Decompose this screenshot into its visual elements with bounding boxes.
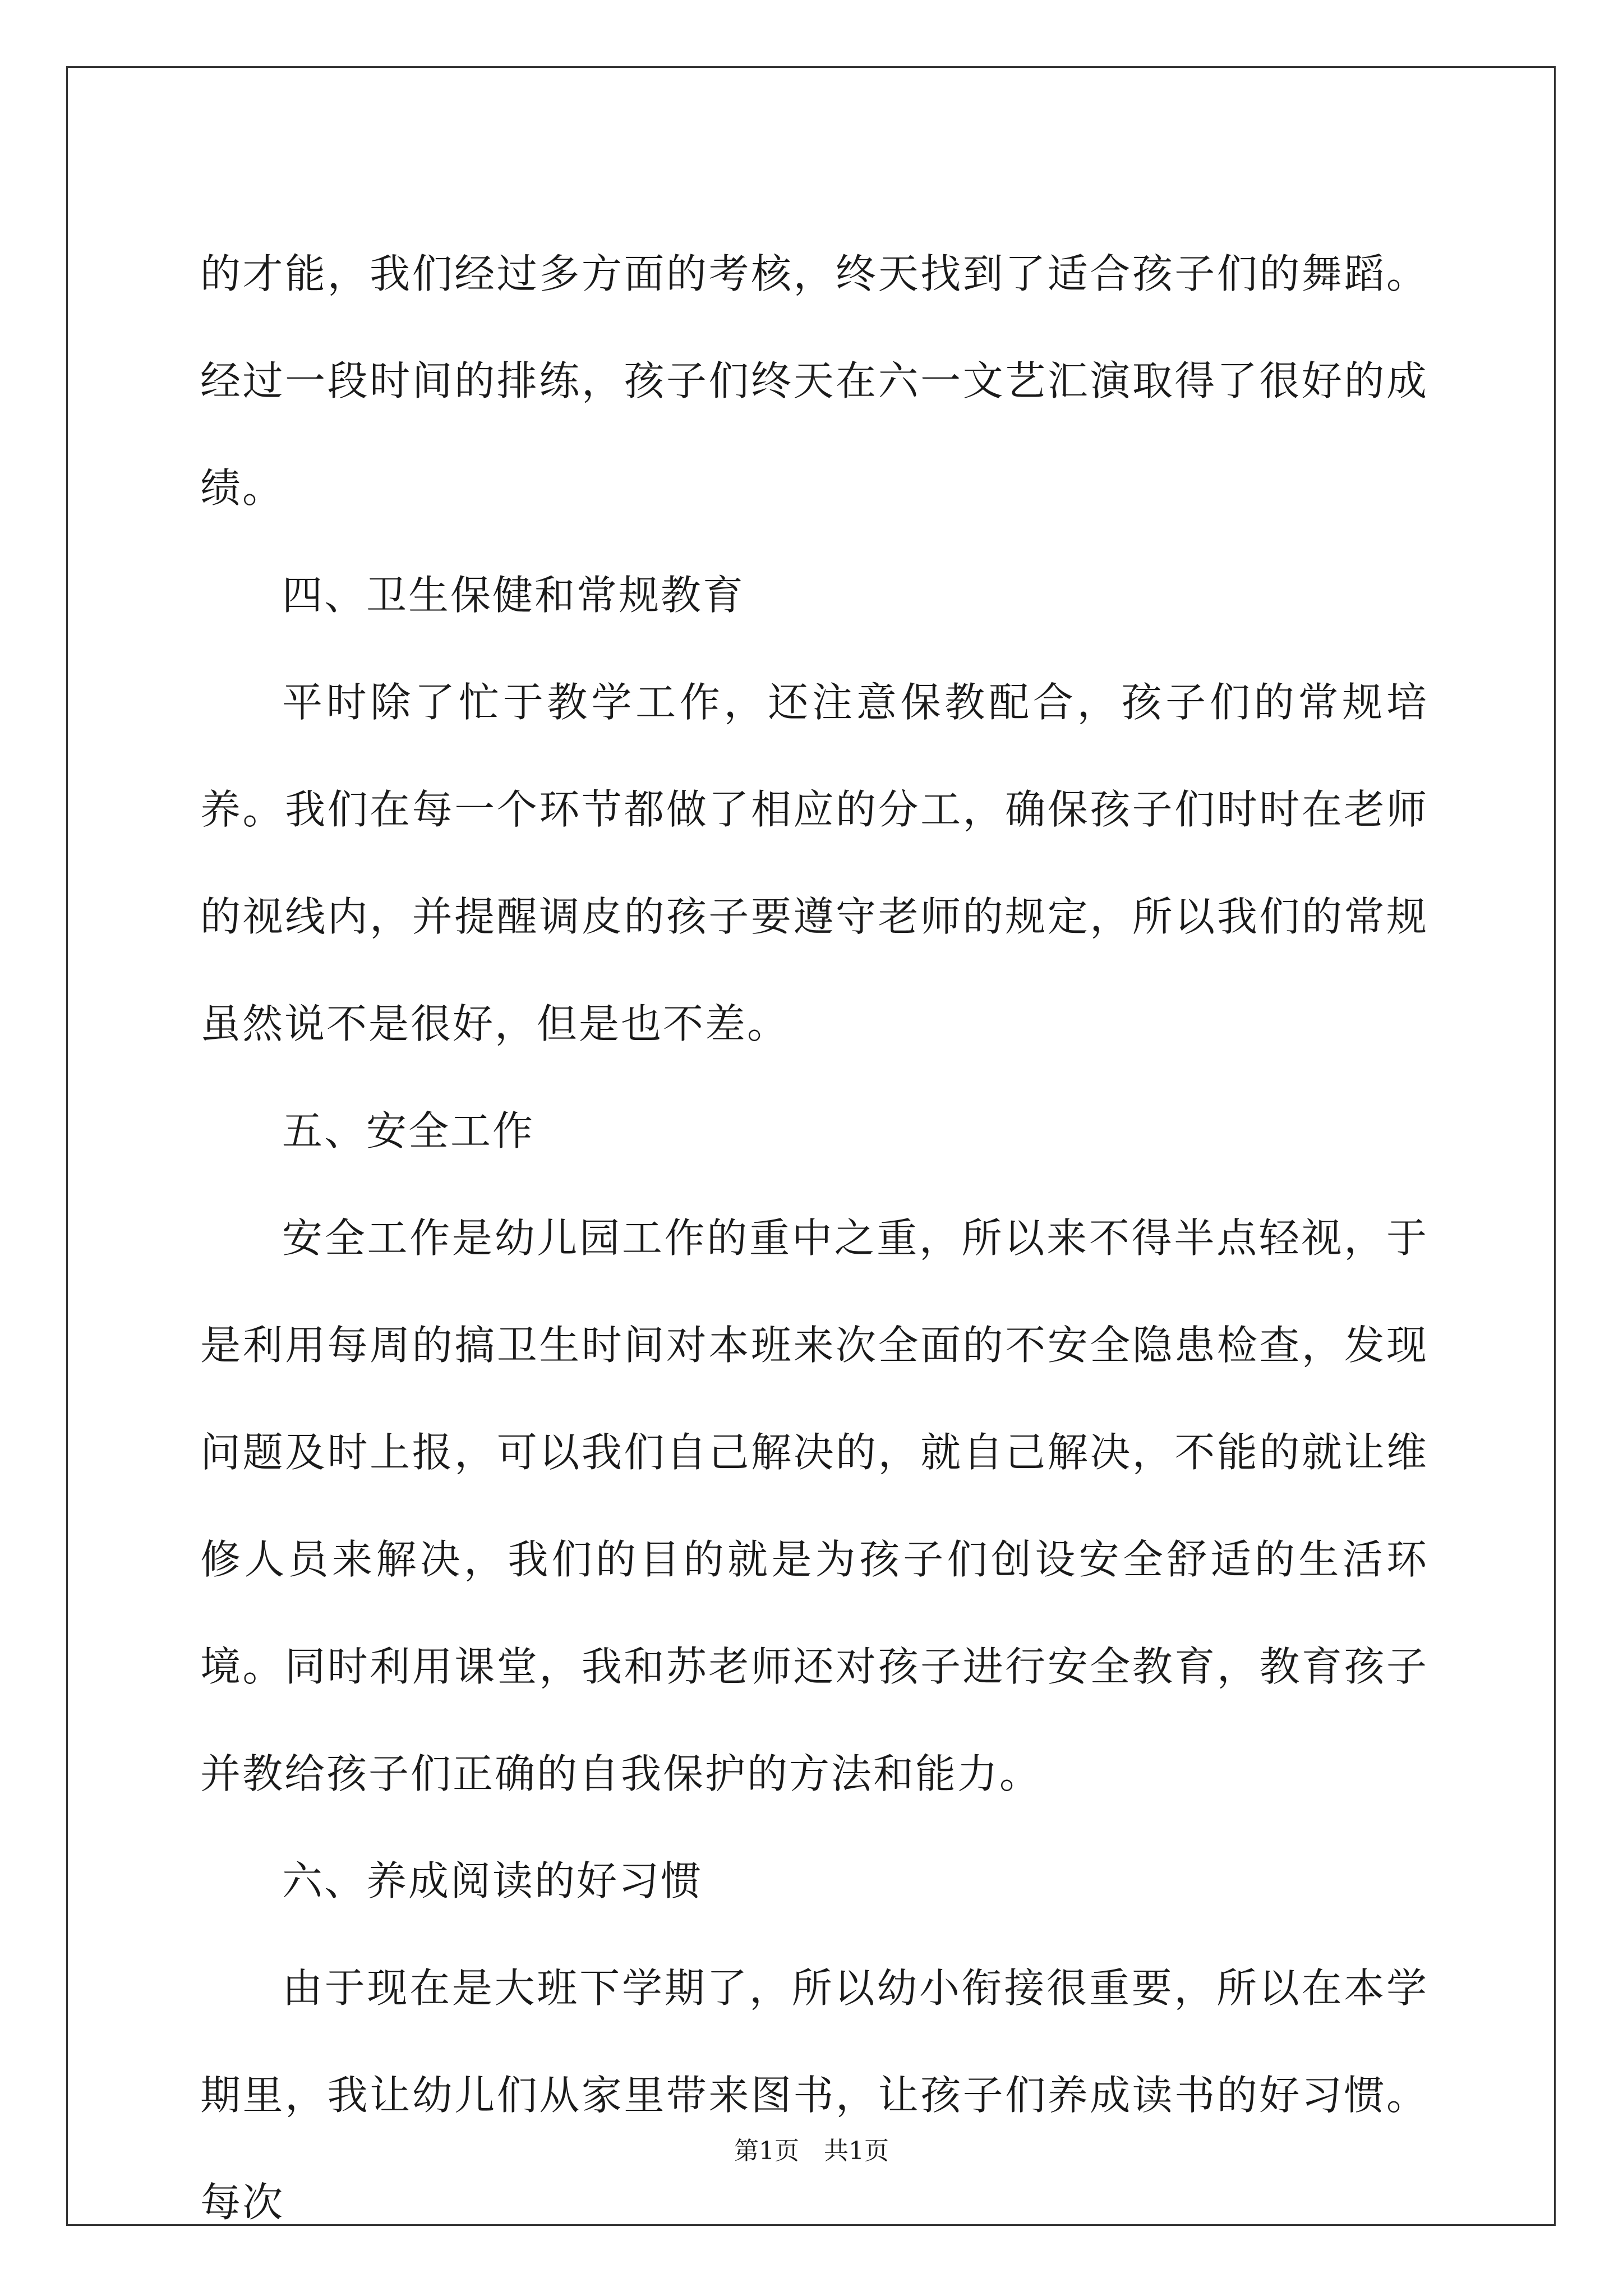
section-heading-hygiene: 四、卫生保健和常规教育 xyxy=(282,572,745,619)
document-body xyxy=(200,220,1428,2256)
paragraph-reading: 由于现在是大班下学期了，所以幼小衔接很重要，所以在本学期里，我让幼儿们从家里带来图书，让孩子们养成读书的好习惯。每次 xyxy=(200,1964,1428,2226)
section-heading-safety: 五、安全工作 xyxy=(282,1107,535,1154)
section-heading-reading: 六、养成阅读的好习惯 xyxy=(282,1857,703,1904)
paragraph-routine: 平时除了忙于教学工作，还注意保教配合，孩子们的常规培养。我们在每一个环节都做了相应的分工，确保孩子们时时在老师的视线内，并提醒调皮的孩子要遵守老师的规定，所以我们的常规虽然说不是很好，但是也不差。 xyxy=(200,679,1428,1047)
page-number: 第1页 共1页 xyxy=(734,2137,889,2165)
paragraph-1: 的才能，我们经过多方面的考核，终天找到了适合孩子们的舞蹈。经过一段时间的排练，孩子们终天在六一文艺汇演取得了很好的成绩。 xyxy=(200,250,1428,512)
paragraph-safety: 安全工作是幼儿园工作的重中之重，所以来不得半点轻视，于是利用每周的搞卫生时间对本班来次全面的不安全隐患检查，发现问题及时上报，可以我们自己解决的，就自己解决，不能的就让维修人员来解决，我们的目的就是为孩子们创设安全舒适的生活环境。同时利用课堂，我和苏老师还对孩子进行安全教育，教育孩子并教给孩子们正确的自我保护的方法和能力。 xyxy=(200,1214,1428,1797)
